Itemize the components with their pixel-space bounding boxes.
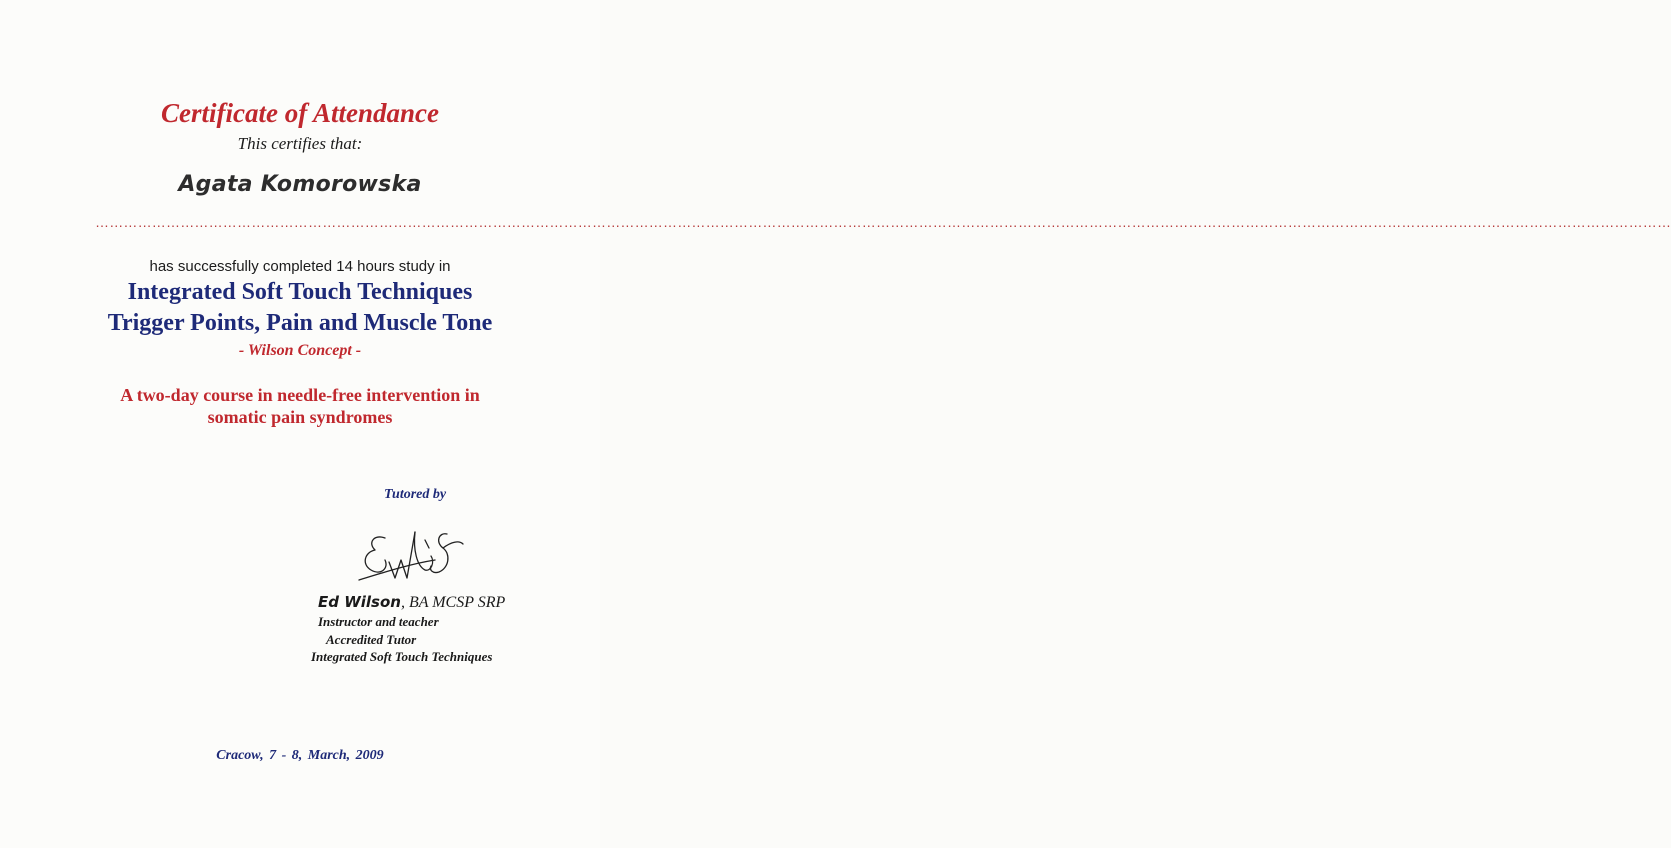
course-title-line1: Integrated Soft Touch Techniques: [127, 279, 473, 305]
dotted-line-text: ………………………………………………………………………………………………………………………………………………………………………………………………………………………………………………………………………………………………………: [95, 214, 1671, 230]
recipient-name: Agata Komorowska: [178, 172, 422, 197]
certificate-title: Certificate of Attendance: [161, 98, 439, 128]
course-title-line2: Trigger Points, Pain and Muscle Tone: [107, 310, 493, 336]
dotted-line: [0, 214, 1671, 230]
date-place: Cracow, 7 - 8, March, 2009: [216, 748, 384, 763]
signature-image: [355, 520, 465, 595]
course-description-line1: A two-day course in needle-free intervention in: [120, 385, 480, 405]
tutor-credentials: , BA MCSP SRP: [400, 594, 506, 611]
tutor-role-accredited: Accredited Tutor: [326, 632, 417, 647]
tutor-role-instructor: Instructor and teacher: [318, 614, 439, 629]
course-description-line2: somatic pain syndromes: [207, 407, 393, 427]
concept-subtitle: - Wilson Concept -: [238, 342, 362, 359]
tutor-name: Ed Wilson: [318, 593, 401, 611]
certifies-text: This certifies that:: [237, 134, 363, 153]
tutor-role-techniques: Integrated Soft Touch Techniques: [311, 649, 493, 664]
tutored-by-label: Tutored by: [384, 487, 447, 502]
completed-text: has successfully completed 14 hours study in: [149, 258, 451, 275]
tutor-name-line: [318, 593, 505, 612]
course-description: [0, 384, 600, 428]
